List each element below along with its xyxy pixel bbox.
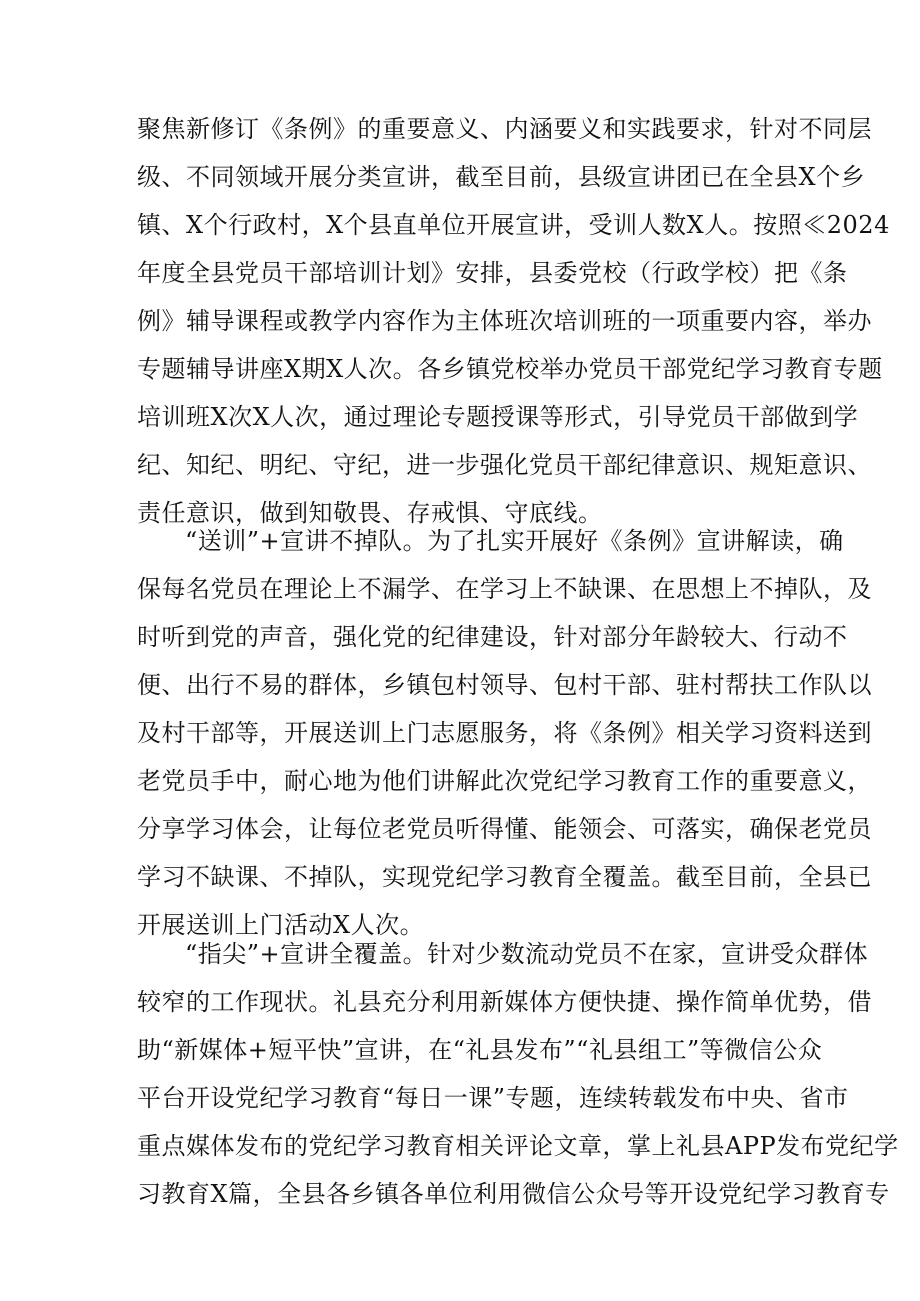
paragraph-line: 平台开设党纪学习教育“每日一课”专题，连续转载发布中央、省市 xyxy=(137,1084,849,1112)
paragraph-line: 时听到党的声音，强化党的纪律建设，针对部分年龄较大、行动不 xyxy=(137,623,848,651)
paragraph-line: 例》辅导课程或教学内容作为主体班次培训班的一项重要内容，举办 xyxy=(137,307,872,335)
paragraph-line: 助“新媒体+短平快”宣讲，在“礼县发布”“礼县组工”等微信公众 xyxy=(137,1036,823,1064)
paragraph-line: 开展送训上门活动X人次。 xyxy=(137,911,425,939)
paragraph-line: 便、出行不易的群体，乡镇包村领导、包村干部、驻村帮扶工作队以 xyxy=(137,671,872,699)
paragraph-line: 责任意识，做到知敬畏、存戒惧、守底线。 xyxy=(137,499,603,527)
paragraph-line: 保每名党员在理论上不漏学、在学习上不缺课、在思想上不掉队，及 xyxy=(137,575,872,603)
paragraph-line: 习教育X篇，全县各乡镇各单位利用微信公众号等开设党纪学习教育专 xyxy=(137,1180,890,1208)
paragraph-line: 镇、X个行政村，X个县直单位开展宣讲，受训人数X人。按照≪2024 xyxy=(137,211,890,239)
paragraph-line: 学习不缺课、不掉队，实现党纪学习教育全覆盖。截至目前，全县已 xyxy=(137,863,872,891)
paragraph-2 xyxy=(137,517,872,949)
paragraph-line: 培训班X次X人次，通过理论专题授课等形式，引导党员干部做到学 xyxy=(137,403,859,431)
paragraph-line: 年度全县党员干部培训计划》安排，县委党校（行政学校）把《条 xyxy=(137,259,848,287)
paragraph-line: “指尖”+宣讲全覆盖。针对少数流动党员不在家，宣讲受众群体 xyxy=(185,940,869,968)
paragraph-line: 较窄的工作现状。礼县充分利用新媒体方便快捷、操作简单优势，借 xyxy=(137,988,872,1016)
paragraph-1 xyxy=(137,105,890,537)
paragraph-line: 分享学习体会，让每位老党员听得懂、能领会、可落实，确保老党员 xyxy=(137,815,872,843)
paragraph-3 xyxy=(137,930,899,1218)
paragraph-line: 老党员手中，耐心地为他们讲解此次党纪学习教育工作的重要意义， xyxy=(137,767,872,795)
paragraph-line: 及村干部等，开展送训上门志愿服务，将《条例》相关学习资料送到 xyxy=(137,719,872,747)
paragraph-line: 纪、知纪、明纪、守纪，进一步强化党员干部纪律意识、规矩意识、 xyxy=(137,451,872,479)
paragraph-line: 聚焦新修订《条例》的重要意义、内涵要义和实践要求，针对不同层 xyxy=(137,115,872,143)
paragraph-line: 重点媒体发布的党纪学习教育相关评论文章，掌上礼县APP发布党纪学 xyxy=(137,1132,899,1160)
paragraph-line: 专题辅导讲座X期X人次。各乡镇党校举办党员干部党纪学习教育专题 xyxy=(137,355,883,383)
paragraph-line: 级、不同领域开展分类宣讲，截至目前，县级宣讲团已在全县X个乡 xyxy=(137,163,866,191)
paragraph-line: “送训”+宣讲不掉队。为了扎实开展好《条例》宣讲解读，确 xyxy=(185,527,844,555)
